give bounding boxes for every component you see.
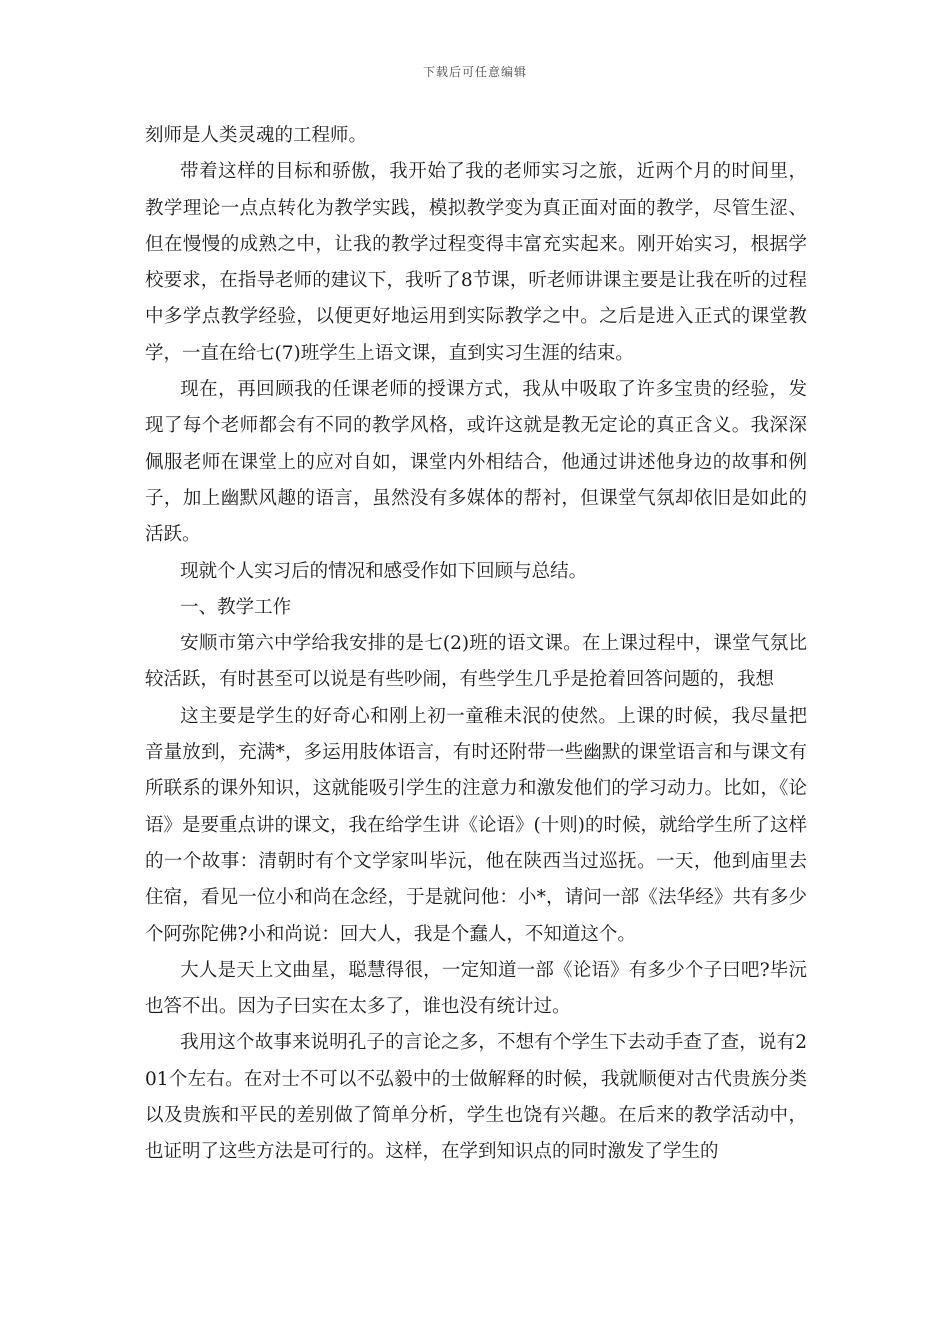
- paragraph-6: 这主要是学生的好奇心和刚上初一童稚未泯的使然。上课的时候，我尽量把音量放到，充满*，多运用肢体语言，有时还附带一些幽默的课堂语言和与课文有所联系的课外知识，这就能吸引学生的注意力和激发他们的学习动力。比如，《论语》是要重点讲的课文，我在给学生讲《论语》(十则)的时候，就给学生所了这样的一个故事：清朝时有个文学家叫毕沅，他在陕西当过巡抚。一天，他到庙里去住宿，看见一位小和尚在念经，于是就问他：小*，请问一部《法华经》共有多少个阿弥陀佛?小和尚说：回大人，我是个蠢人，不知道这个。: [145, 705, 807, 945]
- paragraph-4: 现就个人实习后的情况和感受作如下回顾与总结。: [180, 560, 588, 582]
- paragraph-1: 刻师是人类灵魂的工程师。: [145, 125, 368, 146]
- page-header: 下载后可任意编辑: [422, 65, 527, 79]
- paragraph-2: 带着这样的目标和骄傲，我开始了我的老师实习之旅，近两个月的时间里，教学理论一点点转化为教学实践，模拟教学变为真正面对面的教学，尽管生涩、但在慢慢的成熟之中，让我的教学过程变得丰富充实起来。刚开始实习，根据学校要求，在指导老师的建议下，我听了8节课，听老师讲课主要是让我在听的过程中多学点教学经验，以便更好地运用到实际教学之中。之后是进入正式的课堂教学，一直在给七(7)班学生上语文课，直到实习生涯的结束。: [145, 161, 807, 364]
- section-heading: 一、教学工作: [180, 596, 292, 618]
- document-body: [145, 118, 807, 1171]
- paragraph-5: 安顺市第六中学给我安排的是七(2)班的语文课。在上课过程中，课堂气氛比较活跃，有时甚至可以说是有些吵闹，有些学生几乎是抢着回答问题的，我想: [145, 633, 807, 691]
- paragraph-8: 我用这个故事来说明孔子的言论之多，不想有个学生下去动手查了查，说有201个左右。在对士不可以不弘毅中的士做解释的时候，我就顺便对古代贵族分类以及贵族和平民的差别做了简单分析，学生也饶有兴趣。在后来的教学活动中，也证明了这些方法是可行的。这样，在学到知识点的同时激发了学生的: [145, 1032, 807, 1163]
- paragraph-3: 现在，再回顾我的任课老师的授课方式，我从中吸取了许多宝贵的经验，发现了每个老师都会有不同的教学风格，或许这就是教无定论的真正含义。我深深佩服老师在课堂上的应对自如，课堂内外相结合，他通过讲述他身边的故事和例子，加上幽默风趣的语言，虽然没有多媒体的帮衬，但课堂气氛却依旧是如此的活跃。: [145, 379, 807, 546]
- paragraph-7: 大人是天上文曲星，聪慧得很，一定知道一部《论语》有多少个子曰吧?毕沅也答不出。因为子曰实在太多了，谁也没有统计过。: [145, 959, 807, 1018]
